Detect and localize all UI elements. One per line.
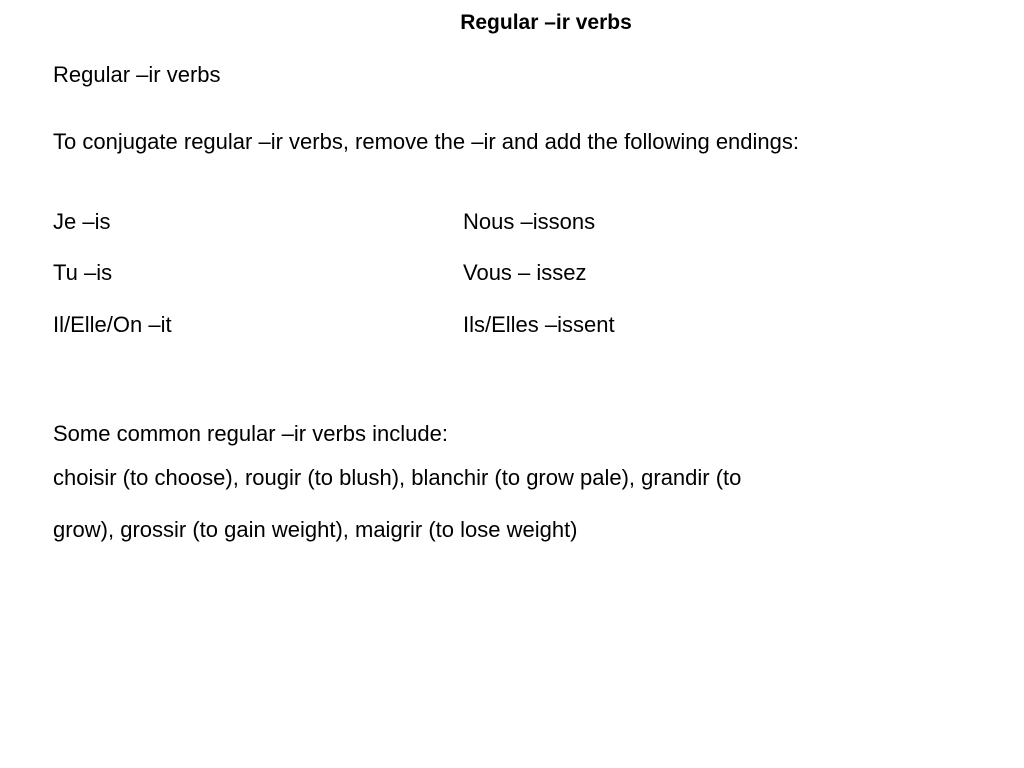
examples-line: choisir (to choose), rougir (to blush), blanchir (to grow pale), grandir (to (53, 465, 742, 490)
instructions-text: To conjugate regular –ir verbs, remove the –ir and add the following endings: (53, 129, 800, 154)
plural-ending: Vous – issez (463, 260, 587, 285)
singular-ending: Je –is (53, 209, 111, 234)
section-heading: Regular –ir verbs (53, 62, 221, 87)
plural-ending: Nous –issons (463, 209, 596, 234)
plural-ending: Ils/Elles –issent (463, 312, 615, 337)
endings-row (53, 259, 753, 287)
singular-ending: Tu –is (53, 260, 113, 285)
singular-ending: Il/Elle/On –it (53, 312, 172, 337)
endings-row (53, 208, 753, 236)
endings-row (53, 311, 753, 339)
common-verbs-heading: Some common regular –ir verbs include: (53, 421, 448, 446)
slide-title: Regular –ir verbs (460, 11, 632, 34)
examples-line: grow), grossir (to gain weight), maigrir (to lose weight) (53, 517, 578, 542)
